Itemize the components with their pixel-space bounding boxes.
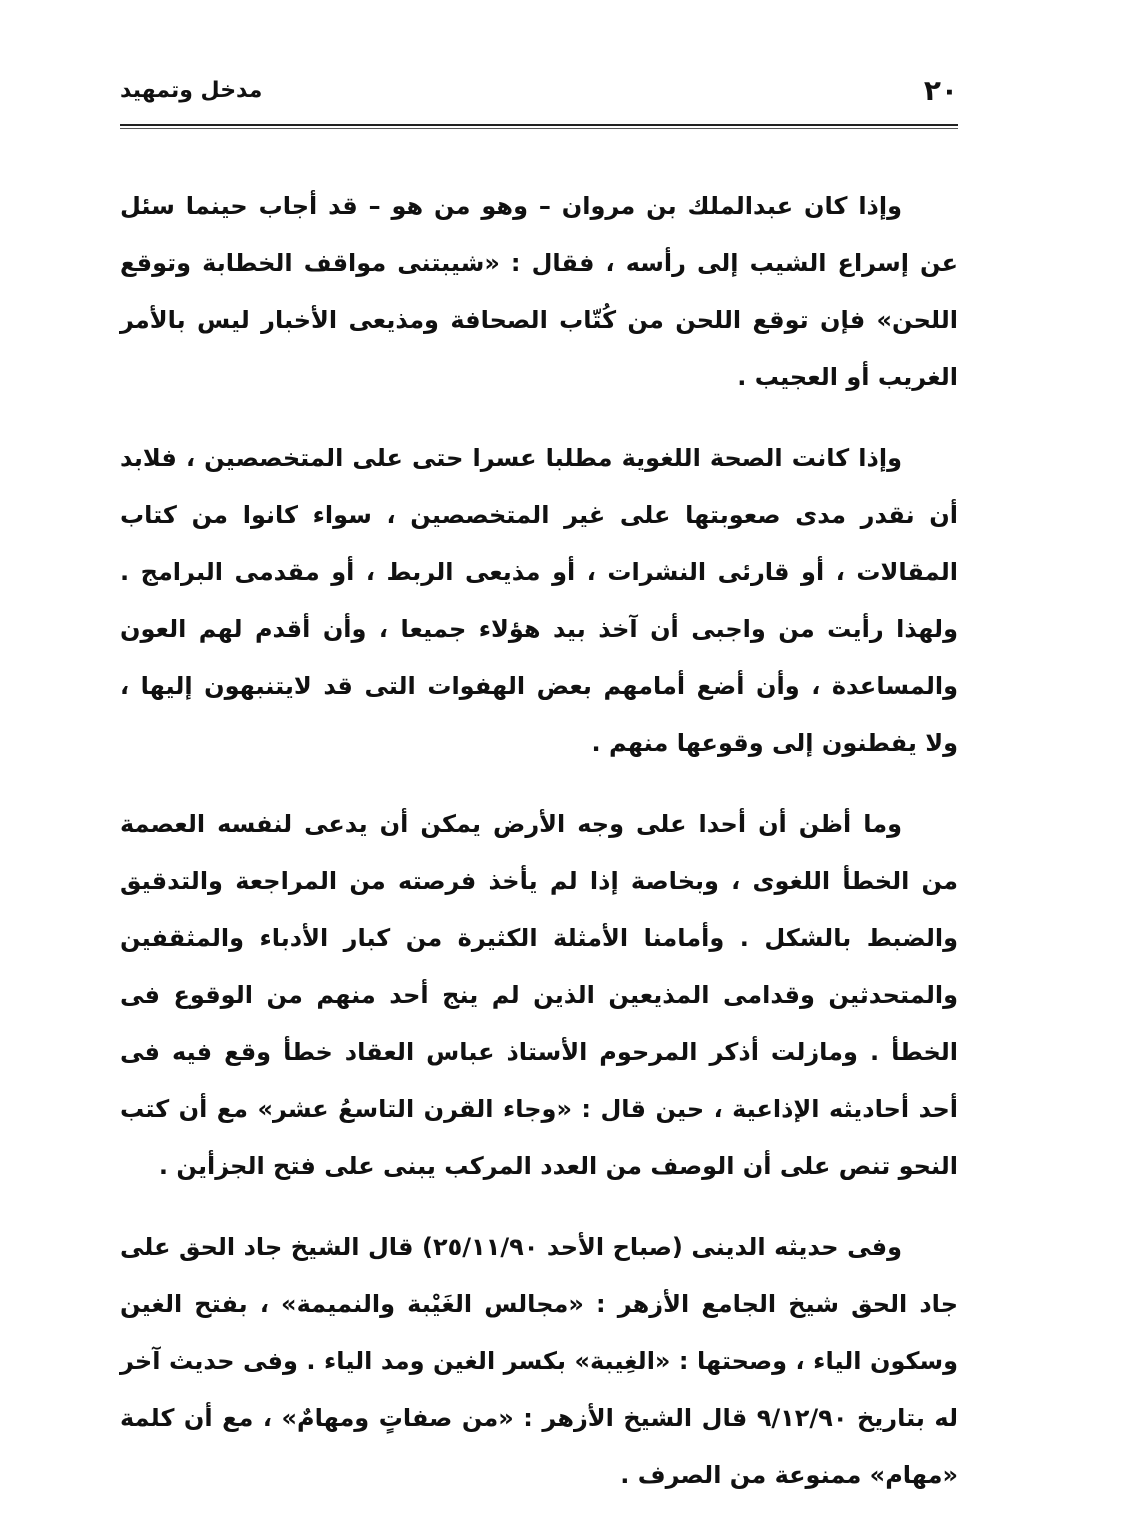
page-number: ٢٠: [923, 74, 958, 107]
header-rule: [120, 124, 958, 132]
paragraph-3: وما أظن أن أحدا على وجه الأرض يمكن أن يدعى لنفسه العصمة من الخطأ اللغوى ، وبخاصة إذا لم يأخذ فرصته من المراجعة والتدقيق والضبط بالشكل . وأمامنا الأمثلة الكثيرة من كبار الأدباء والمثقفين والمتحدثين وقدامى المذيعين الذين لم ينج أحد منهم من الوقوع فى الخطأ . ومازلت أذكر المرحوم الأستاذ عباس العقاد خطأ وقع فيه فى أحد أحاديثه الإذاعية ، حين قال : «وجاء القرن التاسعُ عشر» مع أن كتب النحو تنص على أن الوصف من العدد المركب يبنى على فتح الجزأين .: [120, 810, 958, 1180]
paragraph-1: وإذا كان عبدالملك بن مروان – وهو من هو – قد أجاب حينما سئل عن إسراع الشيب إلى رأسه ، فقال : «شيبتنى مواقف الخطابة وتوقع اللحن» فإن توقع اللحن من كُتّاب الصحافة ومذيعى الأخبار ليس بالأمر الغريب أو العجيب .: [120, 192, 958, 391]
paragraph-4: وفى حديثه الدينى (صباح الأحد ٢٥/١١/٩٠) قال الشيخ جاد الحق على جاد الحق شيخ الجامع الأزهر : «مجالس الغَيْبة والنميمة» ، بفتح الغين وسكون الياء ، وصحتها : «الغِيبة» بكسر الغين ومد الياء . وفى حديث آخر له بتاريخ ٩/١٢/٩٠ قال الشيخ الأزهر : «من صفاتٍ ومهامٌ» ، مع أن كلمة «مهام» ممنوعة من الصرف .: [120, 1233, 958, 1489]
header-rule-thick: [120, 124, 958, 126]
page-header: [120, 74, 958, 114]
header-rule-thin: [120, 128, 958, 129]
body-text: [120, 178, 958, 1528]
paragraph-2: وإذا كانت الصحة اللغوية مطلبا عسرا حتى على المتخصصين ، فلابد أن نقدر مدى صعوبتها على غير المتخصصين ، سواء كانوا من كتاب المقالات ، أو قارئى النشرات ، أو مذيعى الربط ، أو مقدمى البرامج . ولهذا رأيت من واجبى أن آخذ بيد هؤلاء جميعا ، وأن أقدم لهم العون والمساعدة ، وأن أضع أمامهم بعض الهفوات التى قد لايتنبهون إليها ، ولا يفطنون إلى وقوعها منهم .: [120, 444, 958, 757]
running-title: مدخل وتمهيد: [120, 78, 263, 103]
